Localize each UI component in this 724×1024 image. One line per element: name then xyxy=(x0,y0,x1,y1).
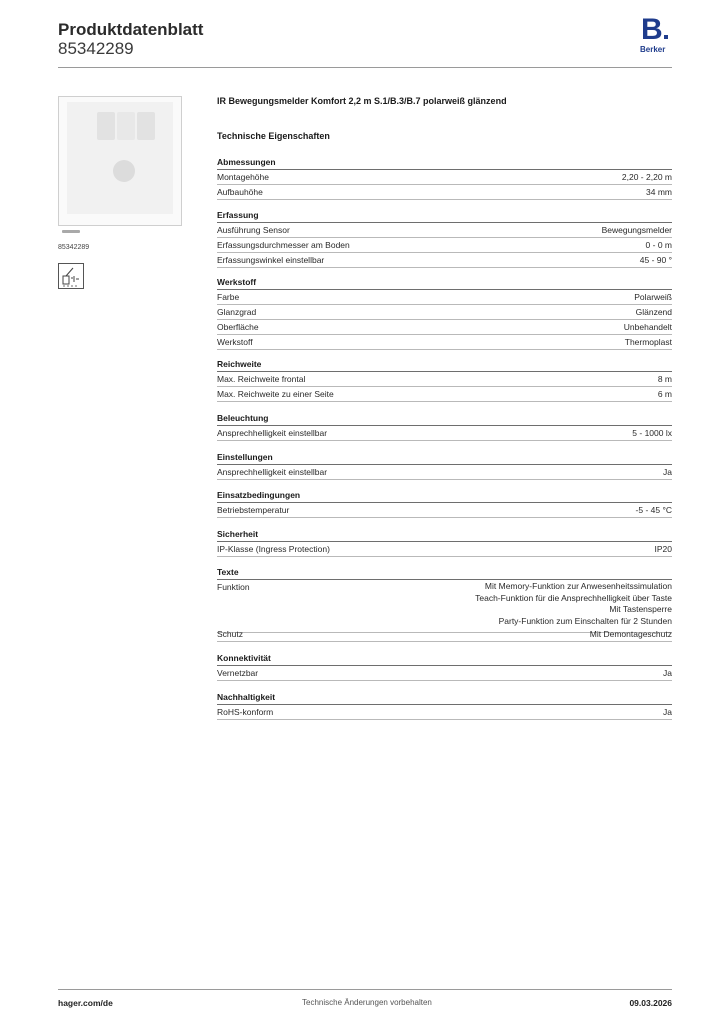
spec-label: Ansprechhelligkeit einstellbar xyxy=(217,467,328,477)
spec-value: 0 - 0 m xyxy=(645,240,672,250)
sensor-lens xyxy=(97,112,115,140)
spec-row xyxy=(217,465,672,480)
spec-label: Montagehöhe xyxy=(217,172,269,182)
spec-group-title: Texte xyxy=(217,565,672,580)
spec-label: Farbe xyxy=(217,292,240,302)
sensor-led xyxy=(113,160,135,182)
spec-value: 6 m xyxy=(657,389,672,399)
berker-logo xyxy=(638,13,674,56)
mounting-height-icon xyxy=(58,263,84,289)
spec-group-title: Konnektivität xyxy=(217,651,672,666)
spec-value: 5 - 1000 lx xyxy=(632,428,672,438)
spec-value: Thermoplast xyxy=(624,337,672,347)
spec-label: Ansprechhelligkeit einstellbar xyxy=(217,428,328,438)
spec-label: Erfassungsdurchmesser am Boden xyxy=(217,240,350,250)
spec-group-title: Werkstoff xyxy=(217,275,672,290)
spec-row xyxy=(217,503,672,518)
spec-row xyxy=(217,387,672,402)
spec-label: Funktion xyxy=(217,582,250,592)
spec-row xyxy=(217,335,672,350)
spec-row xyxy=(217,320,672,335)
spec-group-title: Einsatzbedingungen xyxy=(217,488,672,503)
spec-value: Ja xyxy=(663,668,672,678)
page-title: Produktdatenblatt xyxy=(58,20,204,39)
sensor-lens xyxy=(137,112,155,140)
spec-value: -5 - 45 °C xyxy=(635,505,672,515)
product-name: IR Bewegungsmelder Komfort 2,2 m S.1/B.3/B.7 polarweiß glänzend xyxy=(217,96,507,106)
spec-value: Ja xyxy=(663,467,672,477)
spec-label: Oberfläche xyxy=(217,322,259,332)
spec-label: Aufbauhöhe xyxy=(217,187,263,197)
spec-row xyxy=(217,185,672,200)
spec-value: Ja xyxy=(663,707,672,717)
spec-group-title: Nachhaltigkeit xyxy=(217,690,672,705)
spec-label: Betriebstemperatur xyxy=(217,505,290,515)
spec-group-title: Sicherheit xyxy=(217,527,672,542)
spec-group-title: Einstellungen xyxy=(217,450,672,465)
spec-value: IP20 xyxy=(654,544,672,554)
spec-label: Max. Reichweite zu einer Seite xyxy=(217,389,334,399)
spec-value: Bewegungsmelder xyxy=(601,225,672,235)
spec-value: 8 m xyxy=(657,374,672,384)
spec-row xyxy=(217,223,672,238)
spec-value: Polarweiß xyxy=(634,292,672,302)
spec-value: 2,20 - 2,20 m xyxy=(621,172,672,182)
spec-label: Max. Reichweite frontal xyxy=(217,374,306,384)
spec-group-title: Beleuchtung xyxy=(217,411,672,426)
spec-row xyxy=(217,253,672,268)
spec-label: RoHS-konform xyxy=(217,707,274,717)
spec-row xyxy=(217,705,672,720)
spec-row xyxy=(217,627,672,642)
spec-group-title: Abmessungen xyxy=(217,155,672,170)
spec-row xyxy=(217,290,672,305)
product-image xyxy=(58,96,182,226)
spec-label: Ausführung Sensor xyxy=(217,225,290,235)
sensor-lens xyxy=(117,112,135,140)
image-caption: 85342289 xyxy=(58,244,90,251)
spec-row xyxy=(217,580,672,633)
spec-row xyxy=(217,372,672,387)
header-divider xyxy=(58,67,672,68)
spec-value: 34 mm xyxy=(646,187,672,197)
screw-icon xyxy=(62,230,80,233)
footer-website: hager.com/de xyxy=(58,998,113,1008)
spec-group-title: Erfassung xyxy=(217,208,672,223)
spec-row xyxy=(217,666,672,681)
spec-group-title: Reichweite xyxy=(217,357,672,372)
spec-label: Schutz xyxy=(217,629,243,639)
section-title: Technische Eigenschaften xyxy=(217,131,330,141)
spec-row xyxy=(217,305,672,320)
device-plate xyxy=(67,102,173,214)
logo-letter: B xyxy=(638,16,674,44)
spec-value: Unbehandelt xyxy=(623,322,672,332)
spec-label: Vernetzbar xyxy=(217,668,259,678)
spec-row xyxy=(217,170,672,185)
spec-label: Werkstoff xyxy=(217,337,253,347)
spec-row xyxy=(217,426,672,441)
spec-label: IP-Klasse (Ingress Protection) xyxy=(217,544,330,554)
footer-divider xyxy=(58,989,672,990)
footer-notice: Technische Änderungen vorbehalten xyxy=(302,998,432,1007)
spec-value: Glänzend xyxy=(635,307,672,317)
product-number: 85342289 xyxy=(58,39,134,58)
spec-label: Erfassungswinkel einstellbar xyxy=(217,255,325,265)
logo-text: Berker xyxy=(640,45,666,54)
spec-row xyxy=(217,542,672,557)
spec-row xyxy=(217,238,672,253)
spec-label: Glanzgrad xyxy=(217,307,257,317)
footer-date: 09.03.2026 xyxy=(629,998,672,1008)
spec-value: Mit Demontageschutz xyxy=(589,629,672,639)
spec-value: Mit Memory-Funktion zur Anwesenheitssimulation Teach-Funktion für die Ansprechhelligkeit über Taste Mit Tastensperre Party-Funktion zum Einschalten für 2 Stunden xyxy=(475,581,672,626)
spec-value: 45 - 90 ° xyxy=(639,255,672,265)
